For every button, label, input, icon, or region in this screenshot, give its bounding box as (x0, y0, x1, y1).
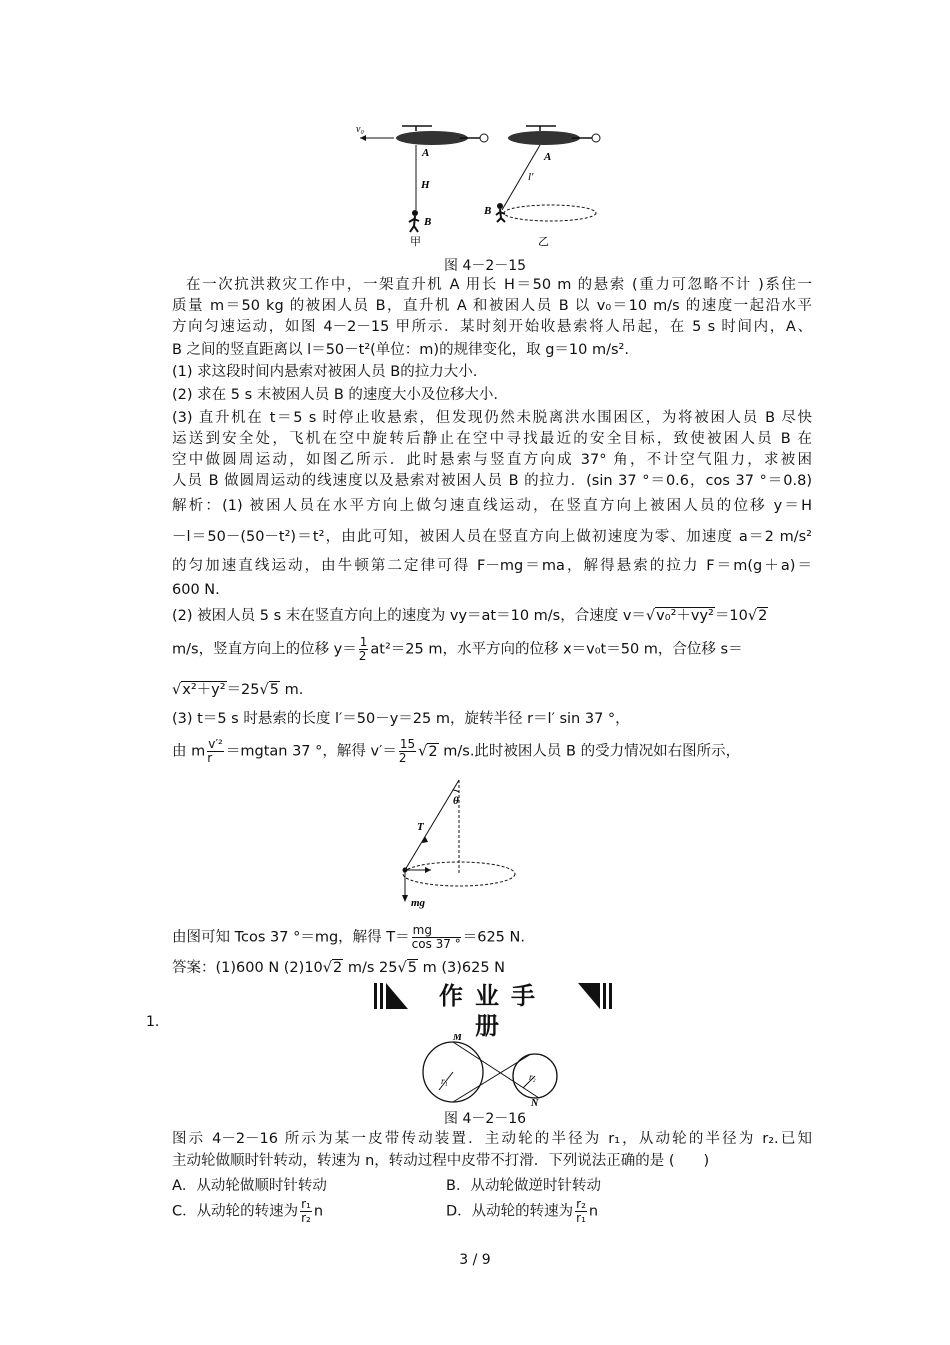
page-number: 3 / 9 (459, 1252, 491, 1268)
denominator: r (207, 751, 213, 765)
label-v0: v₀ (356, 124, 364, 135)
label-b2: B (484, 205, 492, 217)
numerator: v′² (208, 737, 223, 751)
figure-caption: 图 4－2－15 (444, 258, 527, 274)
text: m/s 25 (343, 960, 398, 976)
banner-title: 作业手册 (439, 981, 547, 1040)
helicopter-b-icon (508, 126, 600, 145)
radical: 2 (333, 960, 343, 976)
fraction (207, 738, 224, 765)
question-line: 主动轮做顺时针转动，转速为 n，转动过程中皮带不打滑．下列说法正确的是 ( ) (172, 1153, 710, 1169)
label-a: A (422, 147, 430, 159)
option-c-tail: n (313, 1203, 324, 1220)
label-theta: θ (453, 795, 459, 807)
denominator: 2 (358, 649, 367, 663)
problem-line: (1) 求这段时间内悬索对被困人员 B的拉力大小. (172, 364, 478, 380)
solution-line: (3) t＝5 s 时悬索的长度 l′＝50－y＝25 m，旋转半径 r＝l′ sin 37 °， (172, 711, 630, 727)
solution-line-velocity: (2) 被困人员 5 s 末在竖直方向上的速度为 vy＝at＝10 m/s，合速度 v＝√v₀²＋vy²＝10√2 (172, 608, 768, 624)
text: m/s.此时被困人员 B 的受力情况如右图所示， (438, 743, 741, 760)
problem-line: 质量 m＝50 kg 的被困人员 B，直升机 A 和被困人员 B 以 v₀＝10 m/s 的速度一起沿水平 (172, 298, 812, 314)
text: ＝625 N. (462, 929, 525, 946)
option-c-text: C．从动轮的转速为 (172, 1203, 299, 1220)
label-n: N (531, 1098, 539, 1106)
text: ＝mgtan 37 °，解得 v′＝ (225, 743, 397, 760)
numerator: 1 (359, 635, 368, 649)
solution-line-s: √x²＋y²＝25√5 m. (172, 682, 304, 698)
text: m/s，竖直方向上的位移 y＝ (172, 641, 357, 658)
fraction (359, 636, 369, 663)
section-banner (374, 981, 612, 1040)
numerator: r₁ (301, 1197, 311, 1211)
figure-4-2-16 (415, 1034, 565, 1106)
problem-line: 在一次抗洪救灾工作中，一架直升机 A 用长 H＝50 m 的悬索 (重力可忽略不计 )系住一 (186, 277, 812, 293)
solution-line: 600 N. (172, 582, 220, 598)
problem-line: 运送到安全处，飞机在空中旋转后静止在空中寻找最近的安全目标，致使被困人员 B 在 (172, 431, 812, 447)
label-b: B (424, 216, 432, 228)
text: 由 m (172, 743, 206, 760)
radical: x²＋y² (182, 682, 226, 698)
text: ＝10 (714, 608, 748, 624)
fraction (300, 1198, 312, 1225)
option-b[interactable]: B．从动轮做逆时针转动 (446, 1178, 601, 1194)
helicopter-a-icon (396, 126, 488, 145)
label-t: T (417, 821, 424, 833)
question-line: 图示 4－2－16 所示为某一皮带传动装置．主动轮的半径为 r₁，从动轮的半径为 r₂.已知 (172, 1131, 812, 1147)
person-b2-icon (496, 203, 505, 222)
answer-line: 答案：(1)600 N (2)10√2 m/s 25√5 m (3)625 N (172, 960, 505, 976)
text: ＝25 (226, 682, 260, 698)
label-h: H (421, 179, 430, 191)
problem-line: B 之间的竖直距离以 l＝50－t²(单位：m)的规律变化，取 g＝10 m/s². (172, 342, 629, 358)
force-diagram (395, 778, 525, 913)
text: 由图可知 Tcos 37 °＝mg，解得 T＝ (172, 929, 410, 946)
solution-line: 解析：(1) 被困人员在水平方向上做匀速直线运动，在竖直方向上被困人员的位移 y＝H (172, 498, 812, 514)
label-m: M (453, 1034, 462, 1043)
radical: 2 (428, 743, 438, 760)
radical: 2 (758, 608, 768, 624)
fraction (412, 924, 461, 951)
label-mg: mg (411, 897, 426, 909)
option-d-tail: n (588, 1203, 599, 1220)
problem-line: 方向匀速运动，如图 4－2－15 甲所示．某时刻开始收悬索将人吊起，在 5 s 时间内，A、 (172, 319, 812, 335)
solution-line-tension (172, 924, 812, 951)
radical: 5 (269, 682, 279, 698)
denominator: 2 (398, 751, 407, 765)
banner-left-ornament-icon (374, 983, 408, 1009)
option-d[interactable] (446, 1198, 598, 1225)
option-a[interactable]: A．从动轮做顺时针转动 (172, 1178, 327, 1194)
solution-line: －l＝50－(50－t²)＝t²，由此可知，被困人员在竖直方向上做初速度为零、加速度 a＝2 m/s² (172, 529, 812, 545)
text: at²＝25 m，水平方向的位移 x＝v₀t＝50 m，合位移 s＝ (370, 641, 743, 658)
solution-line-speed: 由 m $\frac{\text{v′²}}{r}$ ＝mgtan 37 °，解得 v′＝ $\frac{15}{2}$ √2 m/s.此时被困人员 B 的受力情况如右图所示， (172, 737, 741, 765)
figure-4-2-15 (350, 118, 610, 250)
text: 答案：(1)600 N (2)10 (172, 960, 323, 976)
numerator: 15 (399, 737, 416, 751)
banner-right-ornament-icon (578, 983, 612, 1009)
figure-caption: 图 4－2－16 (444, 1111, 527, 1127)
solution-line: 的匀加速直线运动，由牛顿第二定律可得 F－mg＝ma，解得悬索的拉力 F＝m(g＋a)＝ (172, 558, 812, 574)
fraction (575, 1198, 587, 1225)
problem-line: 人员 B 做圆周运动的线速度以及悬索对被困人员 B 的拉力．(sin 37 °＝0.6，cos 37 °＝0.8) (172, 473, 812, 489)
question-number: 1. (146, 1014, 160, 1030)
label-r1: r₁ (441, 1076, 448, 1086)
option-c[interactable] (172, 1198, 323, 1225)
label-jia: 甲 (410, 235, 421, 248)
radical: v₀²＋vy² (656, 608, 714, 624)
problem-line: (3) 直升机在 t＝5 s 时停止收悬索，但发现仍然未脱离洪水围困区，为将被困人员 B 尽快 (172, 410, 812, 426)
problem-line: 空中做圆周运动，如图乙所示．此时悬索与竖直方向成 37° 角，不计空气阻力，求被困 (172, 452, 812, 468)
radical: 5 (407, 960, 417, 976)
text: m. (279, 682, 304, 698)
label-yi: 乙 (538, 235, 549, 248)
denominator: r₂ (301, 1211, 311, 1225)
denominator: r₁ (576, 1211, 586, 1225)
label-a2: A (544, 151, 552, 163)
label-r2: r₂ (529, 1072, 536, 1082)
solution-line-displacement (172, 636, 812, 663)
numerator: r₂ (576, 1197, 586, 1211)
option-d-text: D．从动轮的转速为 (446, 1203, 574, 1220)
denominator: cos 37 ° (411, 937, 461, 951)
label-l: l′ (528, 171, 534, 183)
numerator: mg (412, 924, 461, 938)
text: m (3)625 N (417, 960, 505, 976)
fraction (399, 738, 416, 765)
person-b-icon (409, 210, 419, 232)
text: (2) 被困人员 5 s 末在竖直方向上的速度为 vy＝at＝10 m/s，合速度 v＝ (172, 608, 646, 624)
problem-line: (2) 求在 5 s 末被困人员 B 的速度大小及位移大小. (172, 387, 499, 403)
